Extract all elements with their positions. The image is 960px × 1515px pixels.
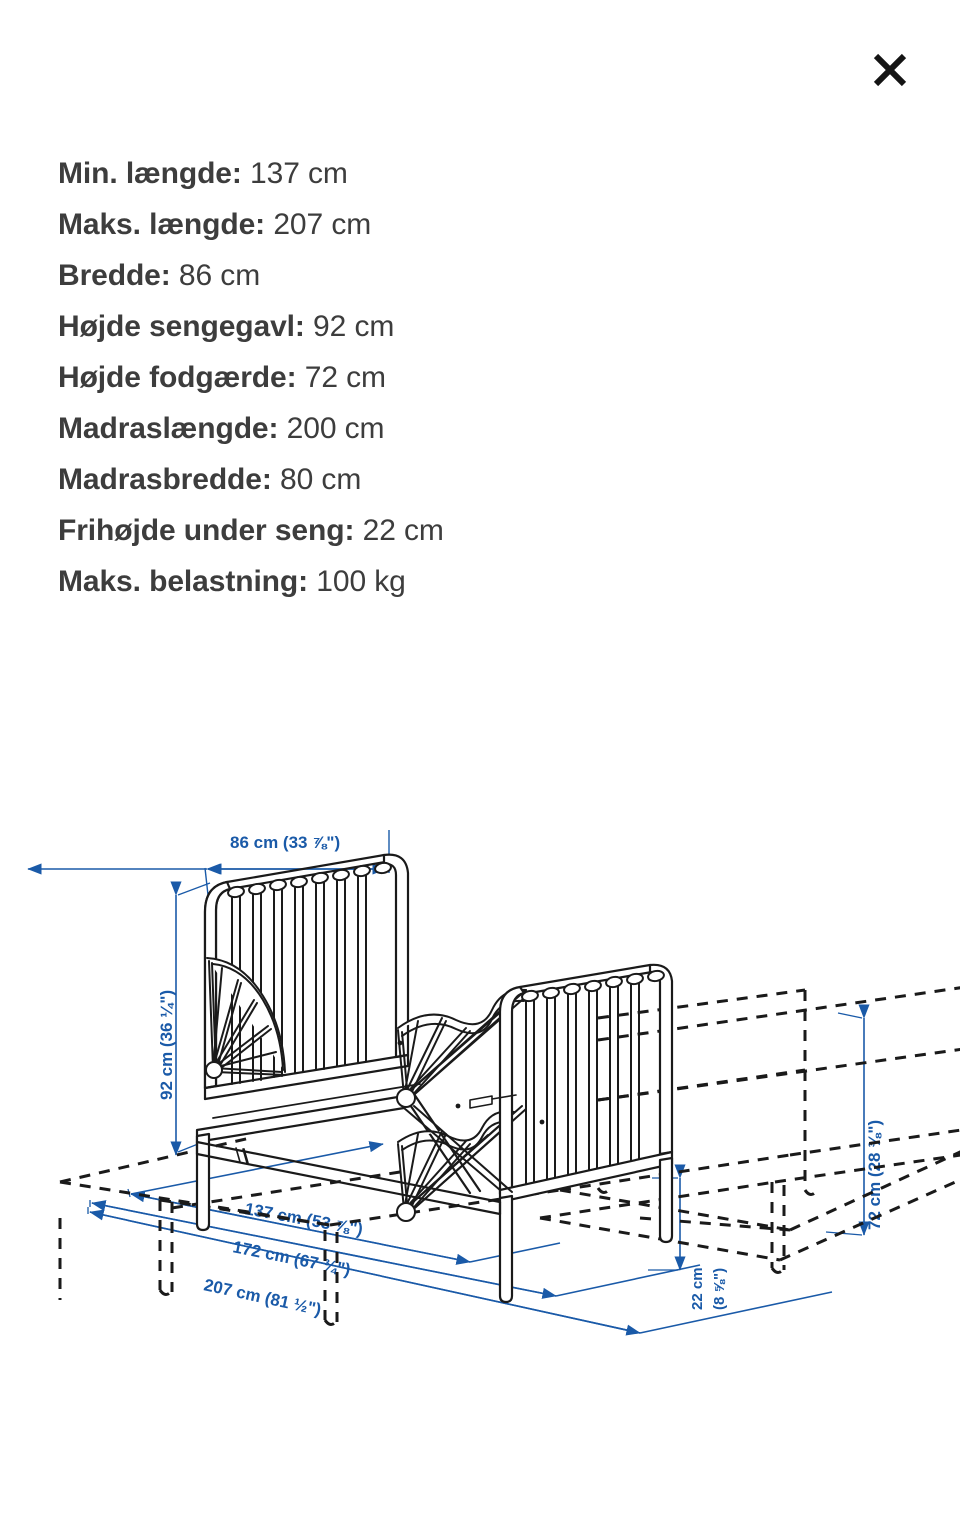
- spec-label: Maks. længde:: [58, 208, 266, 241]
- spec-label: Madraslængde:: [58, 412, 279, 445]
- spec-row: [58, 454, 758, 505]
- spec-label: Frihøjde under seng:: [58, 514, 355, 547]
- spec-value: 22 cm: [362, 514, 444, 547]
- close-button[interactable]: [860, 40, 920, 100]
- spec-row: [58, 403, 758, 454]
- dim-width-label: 86 cm (33 ⅞"): [230, 833, 341, 852]
- bed-dimension-diagram: [0, 800, 960, 1440]
- spec-value: 72 cm: [304, 361, 386, 394]
- spec-label: Højde sengegavl:: [58, 310, 305, 343]
- spec-label: Min. længde:: [58, 157, 242, 190]
- spec-label: Maks. belastning:: [58, 565, 309, 598]
- dim-length-mid-label: 172 cm (67 ¾"): [231, 1237, 353, 1280]
- dim-head-height-label: 92 cm (36 ¼"): [157, 989, 176, 1100]
- specification-list: [58, 148, 758, 607]
- spec-value: 92 cm: [313, 310, 395, 343]
- spec-value: 207 cm: [273, 208, 372, 241]
- spec-row: [58, 505, 758, 556]
- bed-frame-drawing: [197, 855, 672, 1302]
- dim-foot-height-label: 72 cm (28 ⅜"): [865, 1119, 884, 1230]
- dim-clearance-value-label: 22 cm: [689, 1267, 706, 1310]
- close-icon: [868, 48, 912, 92]
- spec-label: Højde fodgærde:: [58, 361, 297, 394]
- spec-row: [58, 556, 758, 607]
- spec-value: 100 kg: [316, 565, 406, 598]
- dim-clearance-inch-label: (8 ⅝"): [711, 1267, 728, 1310]
- spec-row: [58, 301, 758, 352]
- spec-row: [58, 199, 758, 250]
- spec-label: Bredde:: [58, 259, 171, 292]
- spec-label: Madrasbredde:: [58, 463, 272, 496]
- dim-length-min-label: 137 cm (53 ⅞"): [243, 1199, 365, 1240]
- spec-row: [58, 148, 758, 199]
- spec-value: 86 cm: [178, 259, 261, 292]
- spec-value: 200 cm: [286, 412, 385, 445]
- dim-length-max-label: 207 cm (81 ½"): [202, 1275, 324, 1320]
- spec-row: [58, 352, 758, 403]
- spec-value: 80 cm: [280, 463, 362, 496]
- dimension-labels: [157, 833, 884, 1319]
- spec-value: 137 cm: [250, 157, 348, 190]
- spec-row: [58, 250, 758, 301]
